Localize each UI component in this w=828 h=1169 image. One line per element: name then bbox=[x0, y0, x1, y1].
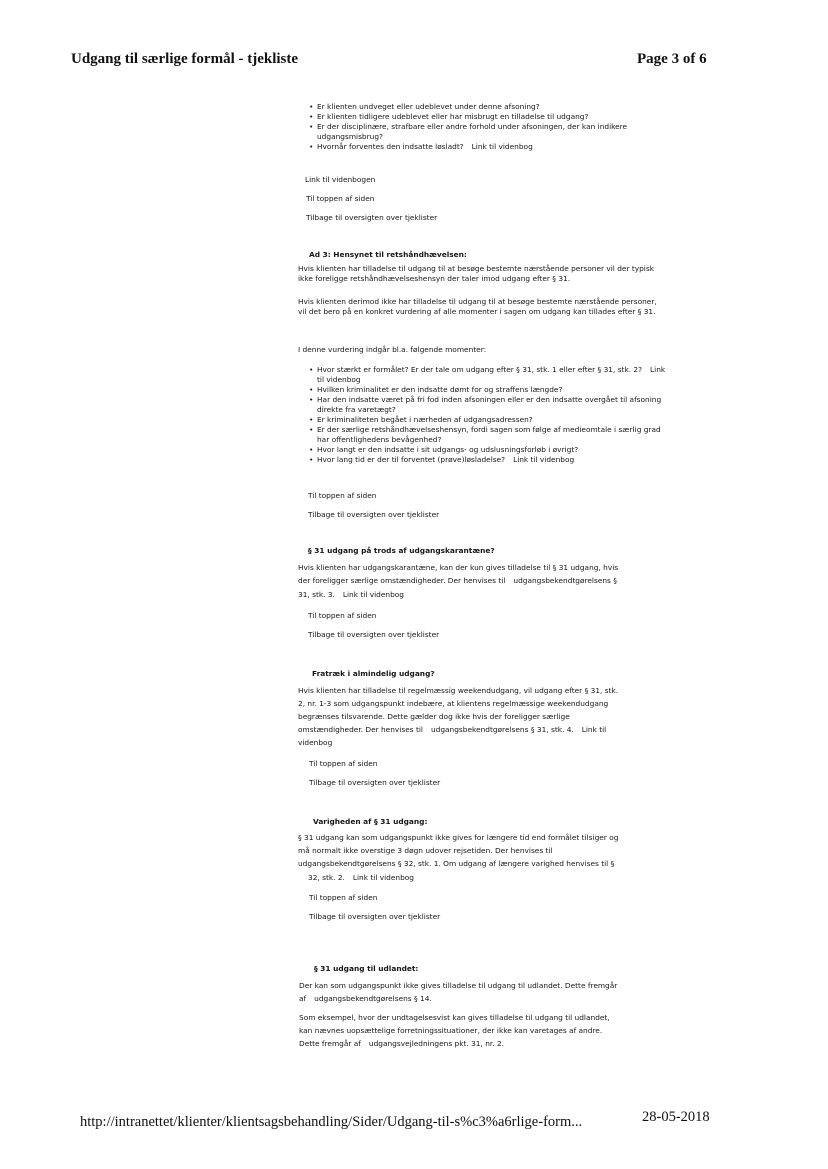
back-to-overview-link[interactable]: Tilbage til oversigten over tjeklister bbox=[309, 912, 441, 921]
text-span: udgangsvejledningens pkt. 31, nr. 2. bbox=[368, 1039, 505, 1048]
text-line bbox=[308, 873, 414, 883]
section-heading-udlandet: § 31 udgang til udlandet: bbox=[314, 964, 419, 973]
list-item bbox=[309, 365, 667, 385]
section-heading-varighed: Varigheden af § 31 udgang: bbox=[313, 817, 428, 826]
link-videnbog[interactable]: Link til bbox=[581, 725, 607, 734]
link-videnbog[interactable]: Link til videnbog bbox=[352, 873, 414, 882]
page-number: Page 3 of 6 bbox=[637, 51, 707, 67]
link-videnbog[interactable]: Link til videnbog bbox=[513, 455, 575, 464]
back-to-overview-link[interactable]: Tilbage til oversigten over tjeklister bbox=[309, 778, 441, 787]
list-item bbox=[309, 415, 667, 425]
text-line: Som eksempel, hvor der undtagelsesvist kan gives tilladelse til udgang til udlandet, bbox=[299, 1013, 610, 1022]
text-line bbox=[299, 1039, 504, 1049]
link-videnbogen[interactable]: Link til videnbogen bbox=[305, 175, 376, 184]
list-item bbox=[309, 102, 664, 112]
text-span: udgangsbekendtgørelsens § 14. bbox=[314, 994, 432, 1003]
to-top-link[interactable]: Til toppen af siden bbox=[306, 194, 375, 203]
list-item-text: Hvornår forventes den indsatte løsladt? bbox=[317, 142, 464, 151]
text-span: Dette fremgår af bbox=[299, 1039, 361, 1048]
list-item-text: Er der særlige retshåndhævelseshensyn, fordi sagen som følge af medieomtale i særlig grad har offentlighedens bevågenhed? bbox=[317, 425, 661, 444]
list-item-text: Er klienten tidligere udeblevet eller har misbrugt en tilladelse til udgang? bbox=[317, 112, 589, 121]
risk-bullet-list bbox=[309, 102, 664, 152]
ad3-paragraph-2: Hvis klienten derimod ikke har tilladelse til udgang til at besøge bestemte nærstående personer, vil det bero på en konkret vurdering af alle momenter i sagen om udgang kan tillades efter § 31. bbox=[298, 297, 657, 316]
list-item bbox=[309, 425, 667, 445]
list-item-text: Har den indsatte været på fri fod inden afsoningen eller er den indsatte overgået til afsoning direkte fra varetægt? bbox=[317, 395, 662, 414]
back-to-overview-link[interactable]: Tilbage til oversigten over tjeklister bbox=[306, 213, 438, 222]
text-line: begrænses tilsvarende. Dette gælder dog ikke hvis der foreligger særlige bbox=[298, 712, 570, 721]
text-line: må normalt ikke overstige 3 døgn udover rejsetiden. Der henvises til bbox=[298, 846, 553, 855]
text-span: der foreligger særlige omstændigheder. Der henvises til bbox=[298, 576, 506, 585]
ad3-paragraph-1: Hvis klienten har tilladelse til udgang til at besøge bestemte nærstående personer vil der typisk ikke foreligge retshåndhævelseshensyn der taler imod udgang efter § 31. bbox=[298, 264, 654, 283]
link-videnbog[interactable]: Link til videnbog bbox=[471, 142, 533, 151]
list-item bbox=[309, 445, 667, 455]
text-line bbox=[298, 590, 404, 600]
text-span: udgangsbekendtgørelsens § bbox=[513, 576, 617, 585]
page-footer-date: 28-05-2018 bbox=[642, 1109, 710, 1125]
list-item-text: Er kriminaliteten begået i nærheden af udgangsadressen? bbox=[317, 415, 533, 424]
text-line bbox=[299, 994, 432, 1004]
text-span: 31, stk. 3. bbox=[298, 590, 335, 599]
list-item bbox=[309, 122, 664, 142]
link-videnbog[interactable]: Link til videnbog bbox=[342, 590, 404, 599]
ad3-paragraph-3: I denne vurdering indgår bl.a. følgende momenter: bbox=[298, 345, 487, 354]
section-heading-ad3: Ad 3: Hensynet til retshåndhævelsen: bbox=[309, 250, 467, 259]
link-videnbog-cont[interactable]: videnbog bbox=[298, 738, 333, 747]
text-line bbox=[298, 738, 332, 748]
list-item-text: Hvilken kriminalitet er den indsatte dømt for og straffens længde? bbox=[317, 385, 563, 394]
ad3-bullet-list bbox=[309, 365, 667, 465]
text-line: udgangsbekendtgørelsens § 32, stk. 1. Om udgang af længere varighed henvises til § bbox=[298, 859, 615, 868]
to-top-link[interactable]: Til toppen af siden bbox=[309, 893, 378, 902]
section-heading-karantaene: § 31 udgang på trods af udgangskarantæne? bbox=[308, 546, 495, 555]
list-item-text: Er der disciplinære, strafbare eller andre forhold under afsoningen, der kan indikere udgangsmisbrug? bbox=[317, 122, 628, 141]
list-item bbox=[309, 455, 667, 465]
link-videnbog[interactable]: Link til videnbog bbox=[317, 365, 666, 384]
text-line bbox=[298, 576, 617, 586]
text-line: Hvis klienten har udgangskarantæne, kan der kun gives tilladelse til § 31 udgang, hvis bbox=[298, 563, 619, 572]
list-item bbox=[309, 395, 667, 415]
section-heading-fradrag: Fratræk i almindelig udgang? bbox=[312, 669, 435, 678]
text-line: kan nævnes uopsættelige forretningssituationer, der ikke kan varetages af andre. bbox=[299, 1026, 603, 1035]
list-item bbox=[309, 385, 667, 395]
text-line: § 31 udgang kan som udgangspunkt ikke gives for længere tid end formålet tilsiger og bbox=[298, 833, 619, 842]
list-item-text: Hvor langt er den indsatte i sit udgangs- og udslusningsforløb i øvrigt? bbox=[317, 445, 579, 454]
text-span: 32, stk. 2. bbox=[308, 873, 345, 882]
to-top-link[interactable]: Til toppen af siden bbox=[309, 759, 378, 768]
list-item-text: Hvor lang tid er der til forventet (prøve)løsladelse? bbox=[317, 455, 506, 464]
back-to-overview-link[interactable]: Tilbage til oversigten over tjeklister bbox=[308, 510, 440, 519]
list-item-text: Hvor stærkt er formålet? Er der tale om udgang efter § 31, stk. 1 eller efter § 31, stk. 2? bbox=[317, 365, 643, 374]
to-top-link[interactable]: Til toppen af siden bbox=[308, 611, 377, 620]
page-footer-url: http://intranettet/klienter/klientsagsbehandling/Sider/Udgang-til-s%c3%a6rlige-form... bbox=[80, 1114, 583, 1130]
page-header-title: Udgang til særlige formål - tjekliste bbox=[71, 51, 299, 67]
back-to-overview-link[interactable]: Tilbage til oversigten over tjeklister bbox=[308, 630, 440, 639]
list-item bbox=[309, 142, 664, 152]
text-line bbox=[298, 725, 606, 735]
text-span: af bbox=[299, 994, 307, 1003]
text-line: Hvis klienten har tilladelse til regelmæssig weekendudgang, vil udgang efter § 31, stk. bbox=[298, 686, 619, 695]
text-line: 2, nr. 1-3 som udgangspunkt indebære, at klientens regelmæssige weekendudgang bbox=[298, 699, 609, 708]
list-item bbox=[309, 112, 664, 122]
text-span: omstændigheder. Der henvises til bbox=[298, 725, 423, 734]
list-item-text: Er klienten undveget eller udeblevet under denne afsoning? bbox=[317, 102, 540, 111]
text-line: Der kan som udgangspunkt ikke gives tilladelse til udgang til udlandet. Dette fremgår bbox=[299, 981, 618, 990]
text-span: udgangsbekendtgørelsens § 31, stk. 4. bbox=[430, 725, 574, 734]
to-top-link[interactable]: Til toppen af siden bbox=[308, 491, 377, 500]
